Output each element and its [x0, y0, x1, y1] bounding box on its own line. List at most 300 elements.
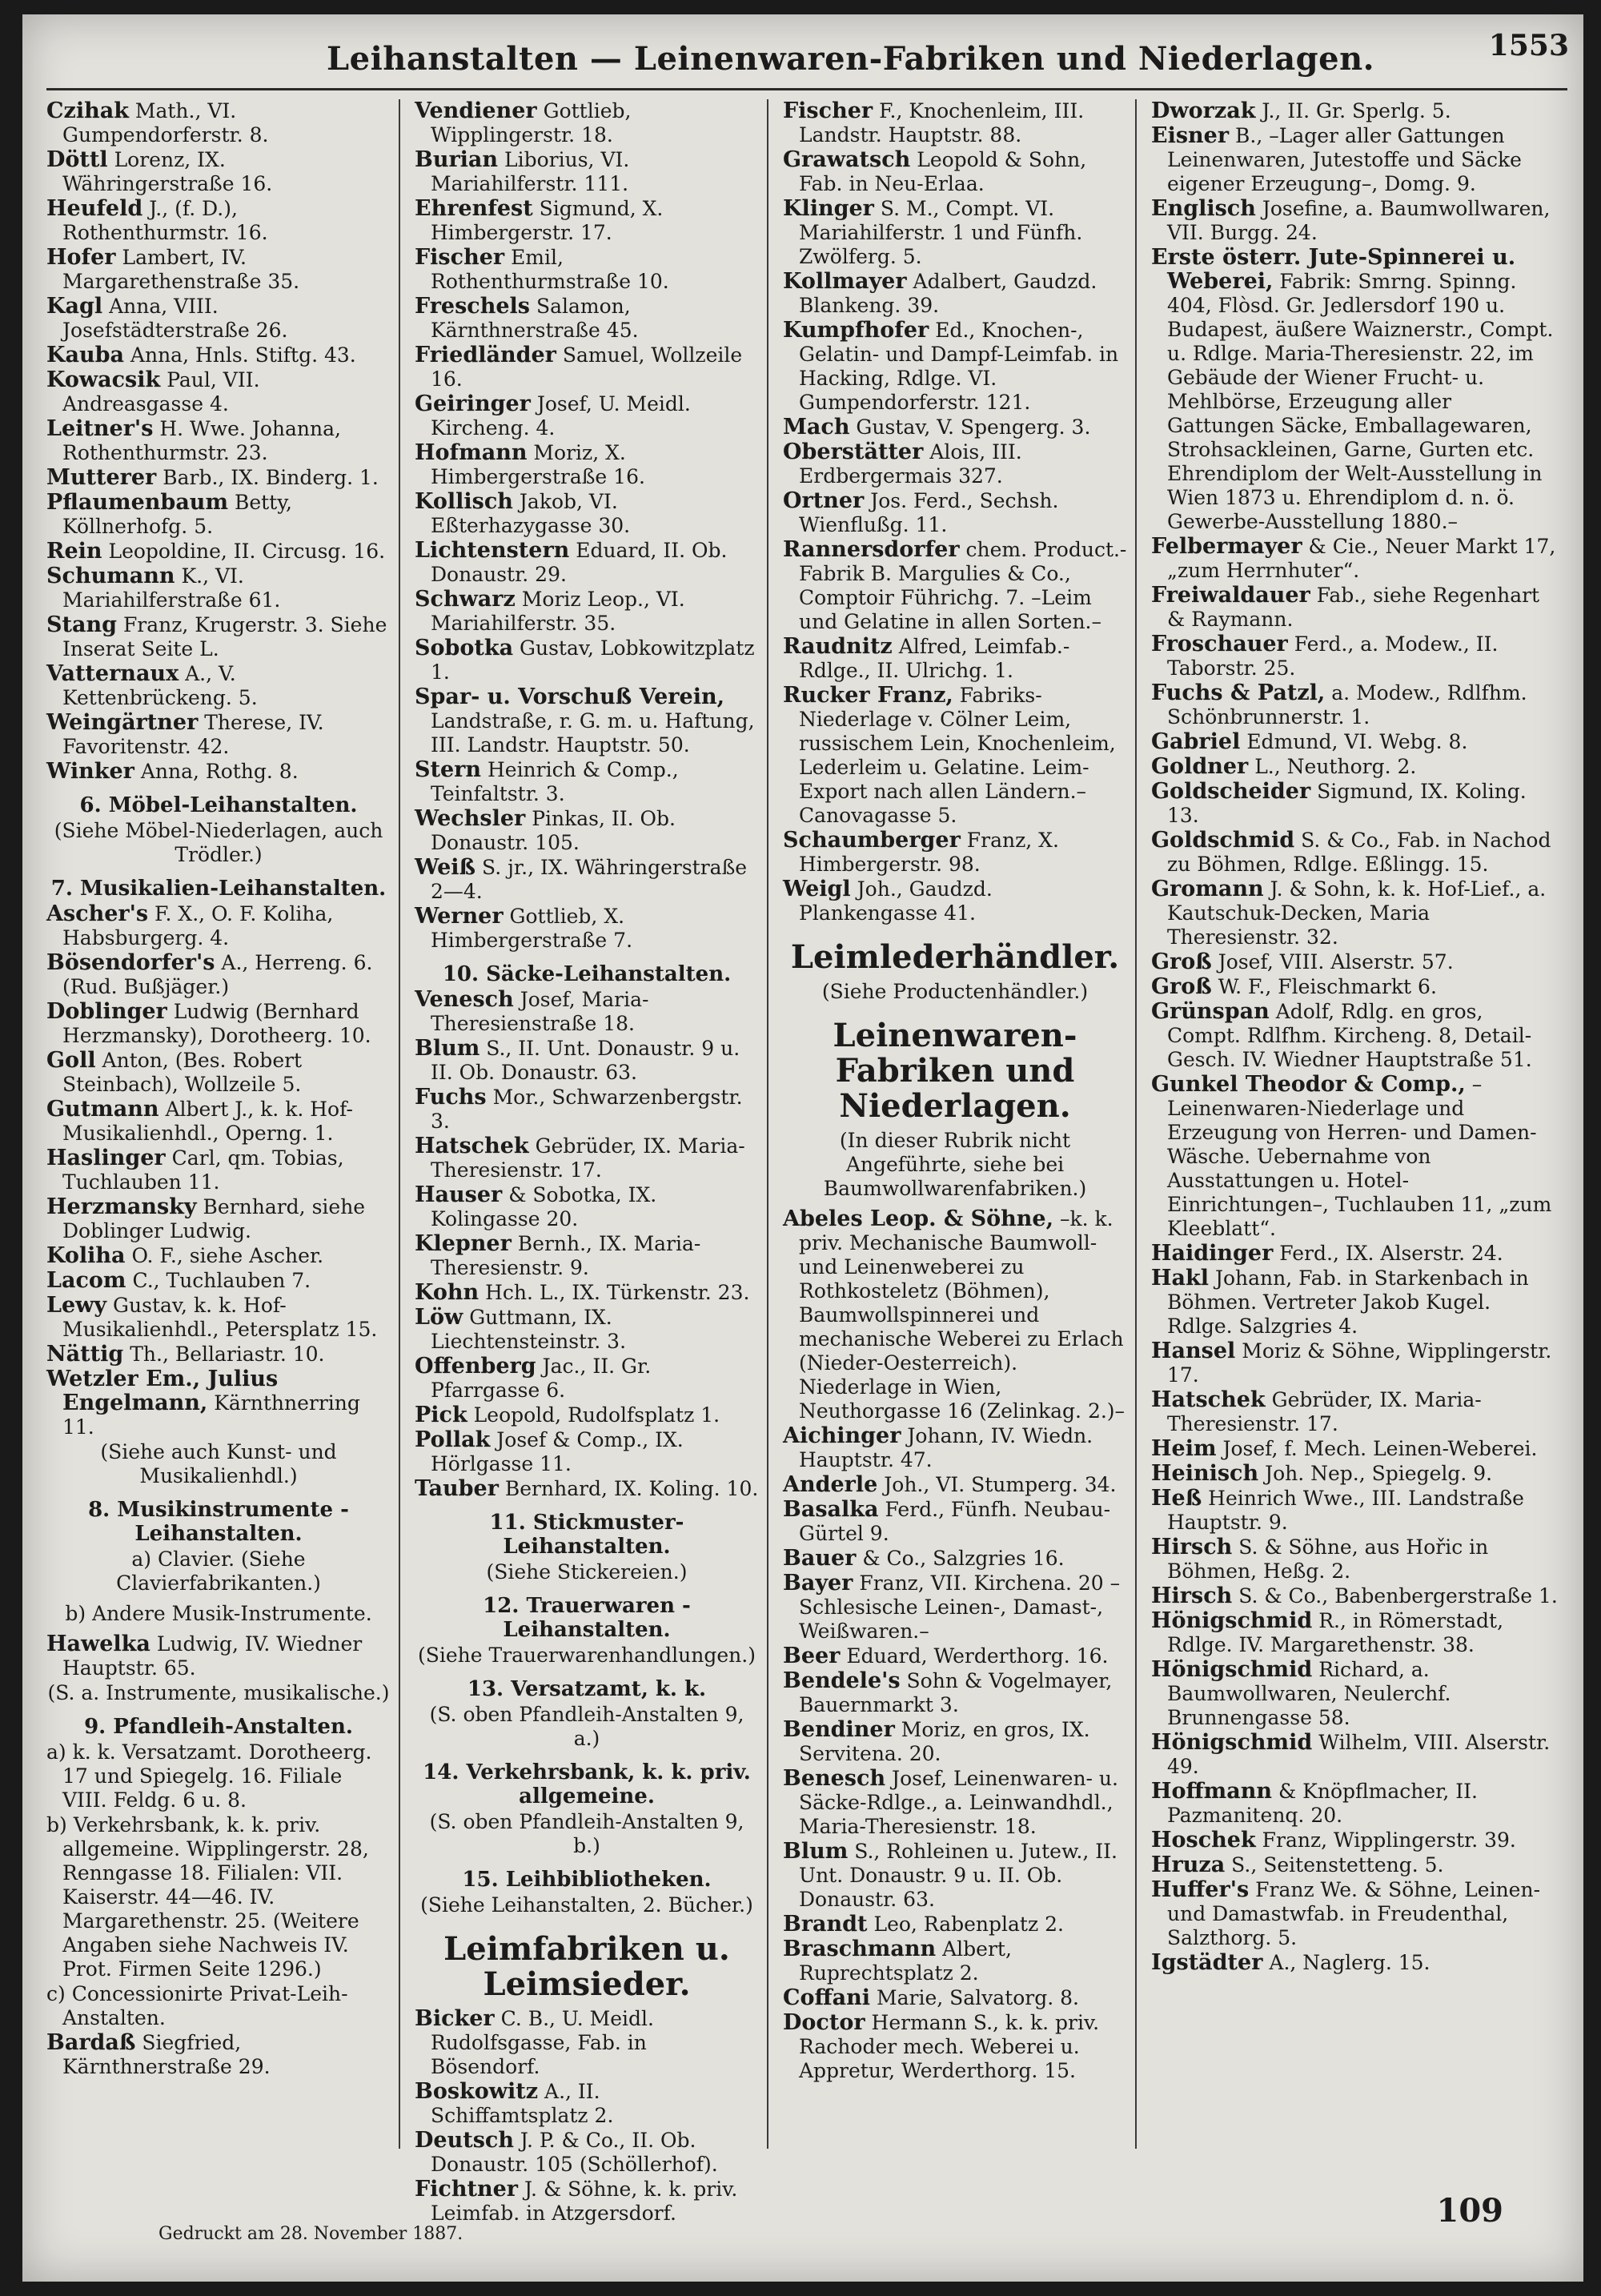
- entry-name: Rein: [46, 539, 102, 564]
- directory-entry: [415, 1134, 759, 1182]
- section-heading: 6. Möbel-Leihanstalten.: [79, 793, 358, 817]
- directory-entry: [783, 1986, 1127, 2010]
- entry-details: Ferd., IX. Alserstr. 24.: [1279, 1242, 1503, 1265]
- directory-entry: [783, 1937, 1127, 1985]
- directory-entry: [415, 807, 759, 855]
- entry-details: S., Rohleinen u. Jutew., II. Unt. Donaustr. 9 u. II. Ob. Donaustr. 63.: [799, 1840, 1117, 1911]
- entry-details: Anna, Rothg. 8.: [140, 760, 299, 783]
- entry-name: Gromann: [1151, 877, 1264, 901]
- entry-name: Kowacsik: [46, 367, 161, 392]
- entry-details: Siegfried, Kärnthnerstraße 29.: [62, 2031, 271, 2078]
- entry-details: S., II. Unt. Donaustr. 9 u. II. Ob. Donaustr. 63.: [431, 1037, 740, 1084]
- entry-name: Heufeld: [46, 196, 143, 221]
- entry-name: Gabriel: [1151, 729, 1241, 754]
- directory-entry: [415, 2080, 759, 2128]
- entry-name: Haslinger: [46, 1146, 166, 1170]
- directory-entry: [783, 99, 1127, 147]
- entry-details: a. Modew., Rdlfhm. Schönbrunnerstr. 1.: [1167, 681, 1527, 729]
- entry-details: C. B., U. Meidl. Rudolfsgasse, Fab. in Bösendorf.: [431, 2007, 654, 2078]
- entry-details: Anton, (Bes. Robert Steinbach), Wollzeile 5.: [62, 1049, 303, 1096]
- directory-entry: [1151, 681, 1559, 729]
- page-header: [22, 22, 1583, 86]
- entry-name: Lewy: [46, 1293, 107, 1318]
- entry-name: Rucker Franz,: [783, 683, 953, 708]
- section-note: (Siehe auch Kunst- und Musikalienhdl.): [100, 1440, 337, 1487]
- directory-entry: [783, 440, 1127, 488]
- directory-entry: [46, 466, 391, 490]
- directory-entry: [415, 343, 759, 391]
- entry-name: Goldscheider: [1151, 779, 1311, 804]
- directory-entry: [46, 711, 391, 759]
- entry-details: C., Tuchlauben 7.: [132, 1269, 311, 1292]
- entry-details: Guttmann, IX. Liechtensteinstr. 3.: [431, 1306, 627, 1353]
- directory-entry: [46, 246, 391, 294]
- directory-entry: [1151, 877, 1559, 949]
- entry-name: Bendiner: [783, 1717, 895, 1742]
- entry-details: A., II. Schiffamtsplatz 2.: [431, 2080, 614, 2127]
- entry-name: Eisner: [1151, 123, 1230, 148]
- directory-entry: [783, 1840, 1127, 1912]
- section-note: (S. oben Pfandleih-Anstalten 9, a.): [429, 1703, 744, 1750]
- directory-entry: [1151, 535, 1559, 583]
- entry-details: –Leinenwaren-Niederlage und Erzeugung von Herren- und Damen-Wäsche. Uebernahme von Ausstattungen u. Hotel-Einrichtungen–, Tuchlauben 11, „zum Kleeblatt“.: [1167, 1073, 1552, 1240]
- directory-entry: [46, 540, 391, 564]
- directory-entry: [415, 539, 759, 587]
- entry-name: Hönigschmid: [1151, 1730, 1313, 1755]
- entry-details: Josef, Leinenwaren- u. Säcke-Rdlge., a. Leinwandhdl., Maria-Theresienstr. 18.: [799, 1767, 1118, 1838]
- entry-name: Grawatsch: [783, 147, 911, 172]
- entry-details: Samuel, Wollzeile 16.: [431, 343, 743, 391]
- entry-name: Weigl: [783, 877, 851, 901]
- directory-entry: [415, 148, 759, 196]
- document-page: [22, 14, 1583, 2282]
- entry-name: Braschmann: [783, 1937, 937, 1961]
- entry-details: Moriz, en gros, IX. Servitena. 20.: [799, 1718, 1090, 1765]
- entry-name: Pflaumenbaum: [46, 490, 229, 515]
- entry-name: Groß: [1151, 949, 1212, 974]
- section-heading: 7. Musikalien-Leihanstalten.: [50, 877, 387, 901]
- entry-name: Hönigschmid: [1151, 1657, 1313, 1682]
- entry-details: Hermann S., k. k. priv. Rachoder mech. Weberei u. Appretur, Werderthorg. 15.: [799, 2011, 1100, 2082]
- entry-name: Englisch: [1151, 196, 1256, 221]
- entry-details: Fab., siehe Regenhart & Raymann.: [1167, 584, 1540, 631]
- entry-name: Offenberg: [415, 1354, 536, 1379]
- entry-name: Löw: [415, 1305, 463, 1330]
- directory-entry: [783, 1424, 1127, 1472]
- directory-entry: [415, 905, 759, 953]
- entry-details: Albert, Ruprechtsplatz 2.: [799, 1937, 1012, 1985]
- entry-name: Herzmansky: [46, 1194, 197, 1219]
- entry-name: Fuchs: [415, 1085, 487, 1110]
- directory-entry: [415, 588, 759, 636]
- entry-name: Goll: [46, 1048, 96, 1073]
- entry-name: Blum: [415, 1036, 480, 1061]
- directory-entry: [783, 877, 1127, 925]
- entry-name: Tauber: [415, 1476, 499, 1501]
- entry-name: Raudnitz: [783, 634, 893, 659]
- directory-entry: [46, 1343, 391, 1367]
- entry-name: Bicker: [415, 2006, 495, 2031]
- entry-details: W. F., Fleischmarkt 6.: [1218, 975, 1437, 998]
- entry-name: Czihak: [46, 98, 129, 123]
- entry-details: Leopold & Sohn, Fab. in Neu-Erlaa.: [799, 148, 1087, 195]
- entry-details: Adolf, Rdlg. en gros, Compt. Rdlfhm. Kircheng. 8, Detail-Gesch. IV. Wiedner Hauptstraße 51.: [1167, 1000, 1532, 1071]
- directory-entry: [1151, 246, 1559, 534]
- entry-name: Freiwaldauer: [1151, 583, 1310, 608]
- entry-name: Hawelka: [46, 1632, 150, 1656]
- directory-entry: [1151, 1731, 1559, 1779]
- entry-details: Albert J., k. k. Hof-Musikalienhdl., Operng. 1.: [62, 1098, 353, 1145]
- entry-name: Heinisch: [1151, 1461, 1259, 1486]
- entry-name: Vendiener: [415, 98, 537, 123]
- entry-details: Therese, IV. Favoritenstr. 42.: [62, 711, 324, 758]
- entry-name: Kohn: [415, 1280, 479, 1305]
- entry-details: F. X., O. F. Koliha, Habsburgerg. 4.: [62, 902, 334, 949]
- directory-entry: [415, 988, 759, 1036]
- entry-details: S. M., Compt. VI. Mariahilferstr. 1 und Fünfh. Zwölferg. 5.: [799, 197, 1083, 268]
- entry-details: Josef, U. Meidl. Kircheng. 4.: [431, 392, 691, 440]
- entry-name: Fuchs & Patzl,: [1151, 680, 1326, 705]
- entry-name: Lacom: [46, 1268, 126, 1293]
- directory-entry: [1151, 1242, 1559, 1266]
- entry-details: Moriz Leop., VI. Mariahilferstr. 35.: [431, 588, 685, 635]
- directory-entry: [46, 99, 391, 147]
- directory-entry: [415, 246, 759, 294]
- entry-details: Franz, VII. Kirchena. 20 –Schlesische Leinen-, Damast-, Weißwaren.–: [799, 1571, 1121, 1643]
- directory-entry: [783, 1498, 1127, 1546]
- entry-details: Mor., Schwarzenbergstr. 3.: [431, 1086, 743, 1133]
- directory-entry: [46, 148, 391, 196]
- directory-entry: [46, 1098, 391, 1146]
- entry-name: Blum: [783, 1839, 849, 1864]
- directory-entry: [1151, 1584, 1559, 1608]
- entry-name: Hofer: [46, 245, 116, 270]
- entry-details: Moriz & Söhne, Wipplingerstr. 17.: [1167, 1339, 1552, 1387]
- entry-name: Hakl: [1151, 1266, 1209, 1290]
- entry-name: Hauser: [415, 1182, 503, 1207]
- section-note: (Siehe Productenhändler.): [821, 980, 1089, 1003]
- entry-name: Hirsch: [1151, 1584, 1233, 1608]
- directory-entry: [1151, 1609, 1559, 1657]
- directory-entry: [783, 1547, 1127, 1571]
- directory-entry: [783, 684, 1127, 828]
- entry-details: Gebrüder, IX. Maria-Theresienstr. 17.: [431, 1134, 745, 1182]
- directory-entry: [1151, 950, 1559, 974]
- entry-name: Heim: [1151, 1436, 1217, 1461]
- directory-entry: [1151, 1339, 1559, 1387]
- entry-name: Kauba: [46, 343, 124, 367]
- directory-entry: [415, 1477, 759, 1501]
- entry-details: Josefine, a. Baumwollwaren, VII. Burgg. 24.: [1167, 197, 1551, 244]
- entry-name: Igstädter: [1151, 1950, 1263, 1975]
- entry-details: K., VI. Mariahilferstraße 61.: [62, 564, 281, 612]
- entry-name: Gunkel Theodor & Comp.,: [1151, 1072, 1466, 1097]
- directory-entry: [1151, 1878, 1559, 1950]
- page-number: 1553: [1488, 29, 1569, 62]
- entry-details: Alois, III. Erdbergermais 327.: [799, 440, 1022, 488]
- entry-details: Richard, a. Baumwollwaren, Neulerchf. Brunnengasse 58.: [1167, 1658, 1451, 1729]
- entry-name: Ortner: [783, 488, 865, 513]
- entry-name: Hruza: [1151, 1852, 1226, 1877]
- directory-entry: [1151, 1388, 1559, 1436]
- directory-entry: [1151, 1535, 1559, 1584]
- entry-name: Beer: [783, 1644, 841, 1668]
- entry-details: Franz, Wipplingerstr. 39.: [1262, 1828, 1516, 1852]
- entry-details: c) Concessionirte Privat-Leih-Anstalten.: [46, 1982, 348, 2029]
- directory-entry: [1151, 755, 1559, 779]
- entry-details: Paul, VII. Andreasgasse 4.: [62, 368, 260, 415]
- directory-entry: [46, 760, 391, 784]
- entry-name: Winker: [46, 759, 134, 784]
- directory-entry: [1151, 1000, 1559, 1072]
- entry-name: Deutsch: [415, 2128, 514, 2153]
- directory-entry: [783, 1767, 1127, 1839]
- entry-details: Jos. Ferd., Sechsh. Wienflußg. 11.: [799, 489, 1059, 536]
- entry-name: Friedländer: [415, 343, 556, 367]
- entry-details: Leopoldine, II. Circusg. 16.: [108, 540, 386, 563]
- directory-entry: [783, 270, 1127, 318]
- directory-entry: [783, 197, 1127, 269]
- column-divider: [1135, 99, 1137, 2149]
- page-title: Leihanstalten — Leinenwaren-Fabriken und Niederlagen.: [327, 40, 1375, 78]
- directory-entry: [46, 951, 391, 999]
- entry-details: Josef, f. Mech. Leinen-Weberei.: [1222, 1437, 1538, 1460]
- directory-entry: [1151, 975, 1559, 999]
- section-heading: Leimfabriken u. Leimsieder.: [443, 1930, 730, 2003]
- entry-name: Schumann: [46, 564, 175, 588]
- directory-entry: [1151, 99, 1559, 123]
- print-date: Gedruckt am 28. November 1887.: [158, 2224, 463, 2244]
- entry-name: Brandt: [783, 1912, 868, 1937]
- entry-name: Leitner's: [46, 416, 154, 441]
- directory-entry: [46, 1367, 391, 1439]
- entry-name: Wetzler Em., Julius Engelmann,: [46, 1367, 279, 1415]
- directory-entry: [1151, 1462, 1559, 1486]
- entry-details: F., Knochenleim, III. Landstr. Hauptstr. 88.: [799, 99, 1085, 147]
- entry-name: Doctor: [783, 2010, 865, 2035]
- entry-details: & Co., Salzgries 16.: [862, 1547, 1065, 1570]
- directory-entry: [1151, 1437, 1559, 1461]
- directory-entry: [783, 829, 1127, 877]
- section-heading: 8. Musikinstrumente - Leihanstalten.: [88, 1498, 349, 1546]
- entry-details: A., Herreng. 6. (Rud. Bußjäger.): [62, 951, 373, 998]
- directory-entry: [1151, 1853, 1559, 1877]
- directory-entry: [415, 1037, 759, 1085]
- section-note: (In dieser Rubrik nicht Angeführte, siehe bei Baumwollwarenfabriken.): [823, 1129, 1087, 1200]
- entry-details: Ludwig (Bernhard Herzmansky), Dorotheerg. 10.: [62, 1000, 371, 1047]
- entry-details: S. & Co., Fab. in Nachod zu Böhmen, Rdlge. Eßlingg. 15.: [1167, 829, 1551, 876]
- section-note: (S. oben Pfandleih-Anstalten 9, b.): [429, 1810, 744, 1857]
- section-heading: 12. Trauerwaren - Leihanstalten.: [483, 1594, 691, 1642]
- directory-entry: [415, 1183, 759, 1231]
- entry-name: Lichtenstern: [415, 538, 570, 563]
- directory-entry: [1151, 1658, 1559, 1730]
- entry-name: Hoffmann: [1151, 1779, 1273, 1804]
- directory-entry: [783, 148, 1127, 196]
- entry-name: Boskowitz: [415, 2079, 539, 2104]
- entry-name: Freschels: [415, 294, 531, 319]
- directory-entry: [415, 1428, 759, 1476]
- directory-entry: [415, 392, 759, 440]
- entry-details: Leo, Rabenplatz 2.: [873, 1913, 1064, 1936]
- entry-name: Heß: [1151, 1486, 1202, 1511]
- directory-entry: [1151, 1487, 1559, 1535]
- entry-details: Marie, Salvatorg. 8.: [877, 1986, 1079, 2009]
- sheet-number: 109: [1436, 2192, 1503, 2230]
- directory-entry: [415, 295, 759, 343]
- entry-name: Hoschek: [1151, 1828, 1256, 1852]
- entry-name: Aichinger: [783, 1423, 901, 1448]
- entry-details: & Sobotka, IX. Kolingasse 20.: [431, 1183, 657, 1230]
- entry-name: Ehrenfest: [415, 196, 533, 221]
- directory-entry: [1151, 1266, 1559, 1339]
- directory-entry: [783, 489, 1127, 537]
- entry-name: Hatschek: [415, 1134, 529, 1158]
- directory-entry: [783, 1718, 1127, 1766]
- section-note: (Siehe Trauerwarenhandlungen.): [418, 1644, 756, 1667]
- directory-entry: [1151, 197, 1559, 245]
- entry-details: Lambert, IV. Margarethenstraße 35.: [62, 246, 300, 293]
- entry-name: Froschauer: [1151, 632, 1288, 656]
- entry-details: & Cie., Neuer Markt 17, „zum Herrnhuter“.: [1167, 535, 1556, 582]
- entry-details: Emil, Rothenthurmstraße 10.: [431, 246, 669, 293]
- entry-details: Bernh., IX. Maria-Theresienstr. 9.: [431, 1232, 701, 1279]
- entry-details: Jakob, VI. Eßterhazygasse 30.: [431, 490, 631, 537]
- entry-name: Fischer: [783, 98, 873, 123]
- directory-entry: [783, 1913, 1127, 1937]
- entry-details: Math., VI. Gumpendorferstr. 8.: [62, 99, 269, 147]
- directory-entry: [1151, 780, 1559, 828]
- directory-entry: [415, 1306, 759, 1354]
- entry-details: Franz, X. Himbergerstr. 98.: [799, 829, 1059, 876]
- directory-entry: [1151, 1951, 1559, 1975]
- entry-name: Ascher's: [46, 901, 149, 926]
- directory-entry: [46, 1294, 391, 1342]
- directory-entry: [1151, 1780, 1559, 1828]
- entry-details: Alfred, Leimfab.-Rdlge., II. Ulrichg. 1.: [799, 635, 1070, 682]
- entry-details: Carl, qm. Tobias, Tuchlauben 11.: [62, 1146, 344, 1194]
- entry-details: Anna, Hnls. Stiftg. 43.: [130, 343, 356, 367]
- entry-name: Goldschmid: [1151, 828, 1295, 853]
- section-heading: 10. Säcke-Leihanstalten.: [442, 962, 732, 986]
- entry-details: J., II. Gr. Sperlg. 5.: [1262, 99, 1451, 122]
- directory-entry: [415, 685, 759, 757]
- entry-details: Betty, Köllnerhofg. 5.: [62, 491, 292, 538]
- entry-details: b) Verkehrsbank, k. k. priv. allgemeine. Wipplingerstr. 28, Renngasse 18. Filialen: VII. Kaiserstr. 44—46. IV. Margarethenstr. 25. (Weitere Angaben siehe Nachweis IV. Prot. Firmen Seite 1296.): [46, 1813, 369, 1981]
- directory-entry: [46, 197, 391, 245]
- entry-details: –k. k. priv. Mechanische Baumwoll- und Leinenweberei zu Rothkosteletz (Böhmen), Baumwollspinnerei und mechanische Weberei zu Erlach (Nieder-Oesterreich). Niederlage in Wien, Neuthorgasse 16 (Zelinkag. 2.)–: [799, 1207, 1126, 1423]
- entry-name: Döttl: [46, 147, 108, 172]
- entry-name: Rannersdorfer: [783, 537, 960, 562]
- entry-details: S. & Co., Babenbergerstraße 1.: [1238, 1584, 1558, 1608]
- entry-details: Leopold, Rudolfsplatz 1.: [473, 1403, 720, 1427]
- header-rule: [46, 88, 1567, 90]
- entry-name: Bardaß: [46, 2030, 136, 2055]
- entry-name: Bendele's: [783, 1668, 901, 1693]
- column-divider: [767, 99, 768, 2149]
- entry-details: Joh., VI. Stumperg. 34.: [884, 1473, 1117, 1496]
- entry-details: Gustav, k. k. Hof-Musikalienhdl., Petersplatz 15.: [62, 1294, 378, 1341]
- entry-details: Barb., IX. Binderg. 1.: [163, 466, 379, 489]
- entry-details: Gottlieb, Wipplingerstr. 18.: [431, 99, 632, 147]
- directory-entry: [415, 1403, 759, 1427]
- entry-name: Goldner: [1151, 754, 1249, 779]
- entry-details: Johann, Fab. in Starkenbach in Böhmen. Vertreter Jakob Kugel. Rdlge. Salzgries 4.: [1167, 1266, 1529, 1338]
- column-2: [415, 98, 759, 2225]
- directory-entry: [46, 662, 391, 710]
- entry-details: Bernhard, IX. Koling. 10.: [504, 1477, 759, 1500]
- entry-name: Coffani: [783, 1985, 871, 2010]
- entry-details: Jac., II. Gr. Pfarrgasse 6.: [431, 1355, 652, 1402]
- entry-details: Josef, Maria-Theresienstraße 18.: [431, 988, 649, 1035]
- entry-details: Gustav, V. Spengerg. 3.: [856, 415, 1091, 439]
- entry-details: R., in Römerstadt, Rdlge. IV. Margarethenstr. 38.: [1167, 1609, 1504, 1656]
- entry-details: Pinkas, II. Ob. Donaustr. 105.: [431, 807, 676, 854]
- section-heading: 11. Stickmuster-Leihanstalten.: [489, 1511, 684, 1559]
- entry-details: J. P. & Co., II. Ob. Donaustr. 105 (Schöllerhof).: [431, 2129, 718, 2176]
- directory-entry: [415, 758, 759, 806]
- section-heading: 13. Versatzamt, k. k.: [467, 1677, 707, 1701]
- entry-details: Joh., Gaudzd. Plankengasse 41.: [799, 877, 993, 925]
- entry-details: Eduard, Werderthorg. 16.: [846, 1644, 1109, 1668]
- directory-entry: [46, 1049, 391, 1097]
- entry-details: Hch. L., IX. Türkenstr. 23.: [485, 1281, 750, 1304]
- entry-details: Fabriks-Niederlage v. Cölner Leim, russischem Lein, Knochenleim, Lederleim u. Gelatine. Leim-Export nach allen Ländern.– Canovagasse 5.: [799, 684, 1116, 827]
- entry-name: Groß: [1151, 974, 1212, 999]
- entry-details: Edmund, VI. Webg. 8.: [1246, 730, 1468, 753]
- entry-details: Heinrich Wwe., III. Landstraße Hauptstr. 9.: [1167, 1487, 1524, 1534]
- directory-entry: [415, 490, 759, 538]
- section-heading: Leinenwaren-Fabriken und Niederlagen.: [833, 1017, 1077, 1125]
- entry-details: Ferd., Fünfh. Neubau-Gürtel 9.: [799, 1498, 1111, 1545]
- entry-name: Werner: [415, 904, 504, 929]
- entry-details: Liborius, VI. Mariahilferstr. 111.: [431, 148, 630, 195]
- entry-details: Lorenz, IX. Währingerstraße 16.: [62, 148, 273, 195]
- section-heading: 9. Pfandleih-Anstalten.: [84, 1715, 353, 1739]
- entry-details: Eduard, II. Ob. Donaustr. 29.: [431, 539, 728, 586]
- entry-details: a) k. k. Versatzamt. Dorotheerg. 17 und Spiegelg. 16. Filiale VIII. Feldg. 6 u. 8.: [46, 1740, 372, 1812]
- entry-name: Sobotka: [415, 636, 514, 660]
- entry-details: A., V. Kettenbrückeng. 5.: [62, 662, 258, 709]
- directory-entry: [415, 2178, 759, 2226]
- section-heading: 14. Verkehrsbank, k. k. priv. allgemeine.: [423, 1760, 751, 1808]
- entry-details: B., –Lager aller Gattungen Leinenwaren, Jutestoffe und Säcke eigener Erzeugung–, Domg. 9.: [1167, 124, 1522, 195]
- directory-entry: [1151, 124, 1559, 196]
- directory-entry: [46, 1740, 391, 1812]
- section-note: a) Clavier. (Siehe Clavierfabrikanten.): [116, 1547, 321, 1595]
- entry-name: Fischer: [415, 245, 505, 270]
- entry-details: H. Wwe. Johanna, Rothenthurmstr. 23.: [62, 417, 341, 464]
- directory-entry: [415, 1232, 759, 1280]
- directory-entry: [1151, 730, 1559, 754]
- entry-name: Vatternaux: [46, 661, 179, 686]
- entry-name: Benesch: [783, 1766, 886, 1791]
- entry-details: Salamon, Kärnthnerstraße 45.: [431, 295, 639, 342]
- directory-entry: [783, 1473, 1127, 1497]
- entry-details: A., Naglerg. 15.: [1269, 1951, 1430, 1974]
- directory-entry: [46, 1244, 391, 1268]
- entry-details: O. F., siehe Ascher.: [131, 1244, 324, 1267]
- column-3: [783, 99, 1127, 2165]
- entry-details: Th., Bellariastr. 10.: [130, 1343, 325, 1366]
- section-note: (Siehe Möbel-Niederlagen, auch Trödler.): [54, 819, 383, 866]
- directory-entry: [415, 197, 759, 245]
- entry-name: Bauer: [783, 1546, 857, 1571]
- section-heading: Leimlederhändler.: [790, 938, 1120, 976]
- entry-details: Sigmund, X. Himbergerstr. 17.: [431, 197, 664, 244]
- entry-name: Hansel: [1151, 1339, 1236, 1363]
- entry-details: Josef, VIII. Alserstr. 57.: [1218, 950, 1454, 973]
